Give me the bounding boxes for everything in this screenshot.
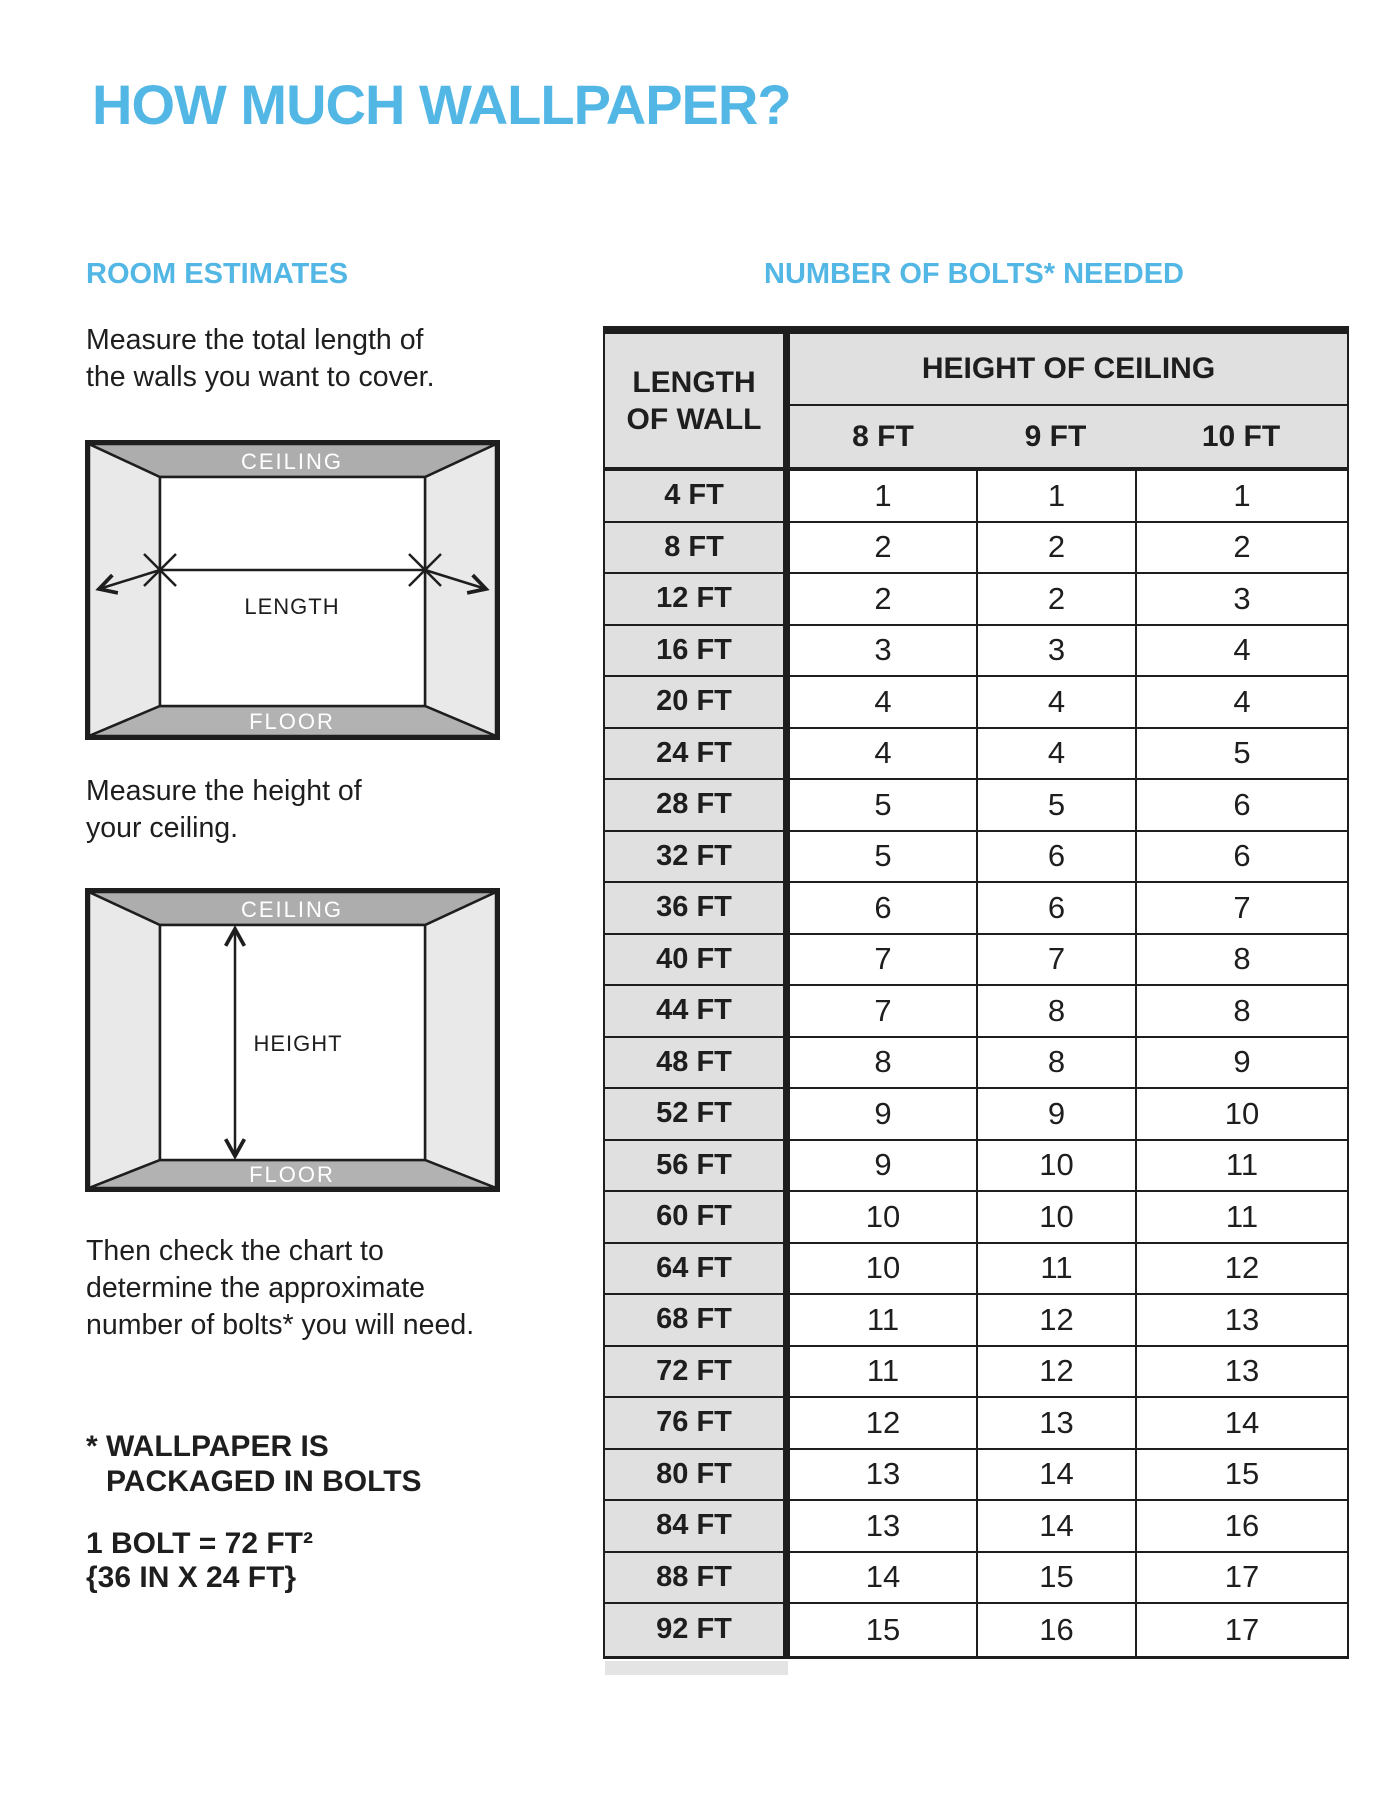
intro-measure-length-line1: Measure the total length of: [86, 324, 424, 356]
bolt-count-cell: 10: [976, 1141, 1135, 1191]
table-row: [605, 1604, 1347, 1656]
bolt-count-cell: 12: [865, 1404, 901, 1440]
page-title: HOW MUCH WALLPAPER?: [92, 73, 791, 136]
bolt-count-cell: 8: [1135, 986, 1347, 1036]
bolt-count-cell: 1: [976, 471, 1135, 521]
intro-measure-length: [86, 322, 435, 396]
bolt-count-cell: 4: [976, 677, 1135, 727]
bolt-count-cell: 11: [1135, 1192, 1347, 1242]
bolt-spec-line1: 1 BOLT = 72 FT²: [86, 1527, 313, 1560]
wall-length-cell: 40 FT: [605, 935, 790, 985]
length-of-wall-header-line2: OF WALL: [626, 402, 762, 436]
bolt-count-cell: 2: [874, 529, 892, 565]
bolt-count-cell: 13: [1135, 1347, 1347, 1397]
intro-measure-height: [86, 773, 362, 847]
floor-label: FLOOR: [249, 1162, 335, 1187]
ceiling-label: CEILING: [240, 897, 344, 922]
bolt-count-cell: 2: [976, 574, 1135, 624]
table-row: [605, 1038, 1347, 1090]
table-row: [605, 1089, 1347, 1141]
intro-check-chart-line1: Then check the chart to: [86, 1235, 384, 1267]
ceiling-height-diagram: [85, 888, 500, 1192]
bolt-count-cell: 13: [865, 1507, 901, 1543]
table-row: [605, 1553, 1347, 1605]
bolt-count-cell: 11: [866, 1301, 900, 1337]
ceiling-label: CEILING: [240, 449, 344, 474]
bolt-count-cell: 7: [1135, 883, 1347, 933]
bolt-count-cell: 4: [874, 683, 892, 719]
bolt-count-cell: 3: [976, 626, 1135, 676]
height-of-ceiling-header-group: [790, 334, 1347, 467]
wall-length-cell: 32 FT: [605, 832, 790, 882]
wall-length-cell: 92 FT: [605, 1604, 790, 1656]
wall-length-cell: 80 FT: [605, 1450, 790, 1500]
wall-length-cell: 36 FT: [605, 883, 790, 933]
wall-length-cell: 64 FT: [605, 1244, 790, 1294]
bolt-count-cell: 14: [976, 1501, 1135, 1551]
intro-measure-height-line1: Measure the height of: [86, 775, 362, 807]
wall-length-cell: 68 FT: [605, 1295, 790, 1345]
bolts-table: [603, 326, 1349, 1659]
table-row: [605, 1244, 1347, 1296]
back-wall: [160, 477, 425, 706]
intro-check-chart-line2: determine the approximate: [86, 1272, 426, 1304]
footnote-line1: * WALLPAPER IS: [86, 1430, 329, 1463]
column-header-8ft: 8 FT: [852, 419, 914, 453]
bolt-count-cell: 14: [865, 1559, 901, 1595]
wall-length-cell: 8 FT: [605, 523, 790, 573]
bolt-count-cell: 17: [1135, 1604, 1347, 1656]
bolt-count-cell: 13: [976, 1398, 1135, 1448]
bolt-count-cell: 4: [874, 735, 892, 771]
table-row: [605, 626, 1347, 678]
table-row: [605, 986, 1347, 1038]
bolt-count-cell: 3: [874, 632, 892, 668]
bolt-count-cell: 13: [865, 1456, 901, 1492]
bolt-count-cell: 4: [1135, 626, 1347, 676]
bolt-count-cell: 4: [976, 729, 1135, 779]
intro-measure-height-line2: your ceiling.: [86, 812, 239, 844]
table-row: [605, 1192, 1347, 1244]
length-label: LENGTH: [244, 594, 340, 619]
bolt-count-cell: 5: [874, 838, 892, 874]
left-wall: [89, 892, 160, 1188]
bolt-count-cell: 6: [976, 883, 1135, 933]
table-row: [605, 471, 1347, 523]
wall-length-cell: 84 FT: [605, 1501, 790, 1551]
wall-length-cell: 52 FT: [605, 1089, 790, 1139]
bolts-table-body: [605, 471, 1347, 1656]
bolt-count-cell: 8: [1135, 935, 1347, 985]
wall-length-cell: 4 FT: [605, 471, 790, 521]
ceiling-height-subheader-row: [790, 406, 1347, 467]
bolt-count-cell: 11: [1135, 1141, 1347, 1191]
footnote-line2: PACKAGED IN BOLTS: [106, 1465, 422, 1498]
table-row: [605, 523, 1347, 575]
length-of-wall-header-line1: LENGTH: [632, 365, 756, 399]
column-header-9ft: 9 FT: [1024, 419, 1087, 453]
right-wall: [425, 892, 496, 1188]
bolt-count-cell: 8: [976, 1038, 1135, 1088]
bolt-count-cell: 12: [1135, 1244, 1347, 1294]
bolt-count-cell: 2: [1135, 523, 1347, 573]
bolt-count-cell: 12: [976, 1347, 1135, 1397]
height-of-ceiling-header: HEIGHT OF CEILING: [790, 334, 1347, 406]
bolt-count-cell: 16: [976, 1604, 1135, 1656]
bolt-count-cell: 9: [976, 1089, 1135, 1139]
wall-length-cell: 60 FT: [605, 1192, 790, 1242]
column-header-10ft: 10 FT: [1201, 419, 1281, 453]
bolt-count-cell: 7: [976, 935, 1135, 985]
intro-check-chart: [86, 1233, 474, 1344]
wall-length-cell: 76 FT: [605, 1398, 790, 1448]
bolt-count-cell: 2: [976, 523, 1135, 573]
wall-length-cell: 44 FT: [605, 986, 790, 1036]
bolt-count-cell: 11: [866, 1353, 900, 1389]
bolt-count-cell: 2: [874, 580, 892, 616]
bolt-count-cell: 12: [976, 1295, 1135, 1345]
wall-length-cell: 72 FT: [605, 1347, 790, 1397]
wall-length-cell: 28 FT: [605, 780, 790, 830]
bolt-count-cell: 1: [1135, 471, 1347, 521]
height-label: HEIGHT: [253, 1031, 343, 1056]
length-of-wall-header: [605, 334, 790, 467]
floor-label: FLOOR: [249, 709, 335, 734]
intro-measure-length-line2: the walls you want to cover.: [86, 361, 435, 393]
table-row: [605, 780, 1347, 832]
bolt-count-cell: 10: [976, 1192, 1135, 1242]
bolt-count-cell: 6: [976, 832, 1135, 882]
bolt-spec-line2: {36 IN X 24 FT}: [86, 1561, 297, 1594]
bolt-count-cell: 1: [874, 477, 892, 513]
bolt-count-cell: 6: [874, 889, 892, 925]
bolt-count-cell: 15: [976, 1553, 1135, 1603]
table-row: [605, 883, 1347, 935]
room-length-diagram: [85, 440, 500, 740]
table-row: [605, 832, 1347, 884]
table-bottom-stub: [605, 1661, 788, 1675]
bolt-count-cell: 17: [1135, 1553, 1347, 1603]
bolts-needed-heading: NUMBER OF BOLTS* NEEDED: [764, 258, 1184, 290]
bolt-count-cell: 7: [874, 941, 892, 977]
bolt-count-cell: 9: [874, 1095, 892, 1131]
table-row: [605, 677, 1347, 729]
bolt-count-cell: 5: [1135, 729, 1347, 779]
intro-check-chart-line3: number of bolts* you will need.: [86, 1309, 475, 1341]
room-estimates-heading: ROOM ESTIMATES: [86, 258, 349, 290]
bolt-count-cell: 16: [1135, 1501, 1347, 1551]
table-row: [605, 729, 1347, 781]
wall-length-cell: 88 FT: [605, 1553, 790, 1603]
bolt-count-cell: 14: [976, 1450, 1135, 1500]
wall-length-cell: 48 FT: [605, 1038, 790, 1088]
bolt-count-cell: 7: [874, 992, 892, 1028]
bolt-count-cell: 6: [1135, 832, 1347, 882]
bolt-count-cell: 15: [865, 1611, 901, 1647]
bolt-count-cell: 15: [1135, 1450, 1347, 1500]
bolt-count-cell: 10: [1135, 1089, 1347, 1139]
bolt-count-cell: 4: [1135, 677, 1347, 727]
wall-length-cell: 16 FT: [605, 626, 790, 676]
bolt-count-cell: 13: [1135, 1295, 1347, 1345]
table-row: [605, 574, 1347, 626]
table-row: [605, 1398, 1347, 1450]
bolt-count-cell: 11: [976, 1244, 1135, 1294]
table-row: [605, 1141, 1347, 1193]
wall-length-cell: 24 FT: [605, 729, 790, 779]
bolt-count-cell: 3: [1135, 574, 1347, 624]
wall-length-cell: 56 FT: [605, 1141, 790, 1191]
table-row: [605, 1347, 1347, 1399]
table-row: [605, 1450, 1347, 1502]
wall-length-cell: 12 FT: [605, 574, 790, 624]
bolts-table-header: [605, 334, 1347, 471]
bolt-count-cell: 5: [874, 786, 892, 822]
bolt-count-cell: 6: [1135, 780, 1347, 830]
table-row: [605, 1501, 1347, 1553]
bolt-count-cell: 8: [976, 986, 1135, 1036]
bolt-size-spec: [86, 1527, 313, 1595]
table-row: [605, 1295, 1347, 1347]
bolt-count-cell: 14: [1135, 1398, 1347, 1448]
bolt-count-cell: 8: [874, 1044, 892, 1080]
wallpaper-bolts-footnote: [86, 1429, 422, 1499]
bolt-count-cell: 10: [865, 1198, 901, 1234]
bolt-count-cell: 5: [976, 780, 1135, 830]
bolt-count-cell: 10: [865, 1250, 901, 1286]
wall-length-cell: 20 FT: [605, 677, 790, 727]
bolt-count-cell: 9: [1135, 1038, 1347, 1088]
table-row: [605, 935, 1347, 987]
bolt-count-cell: 9: [874, 1147, 892, 1183]
